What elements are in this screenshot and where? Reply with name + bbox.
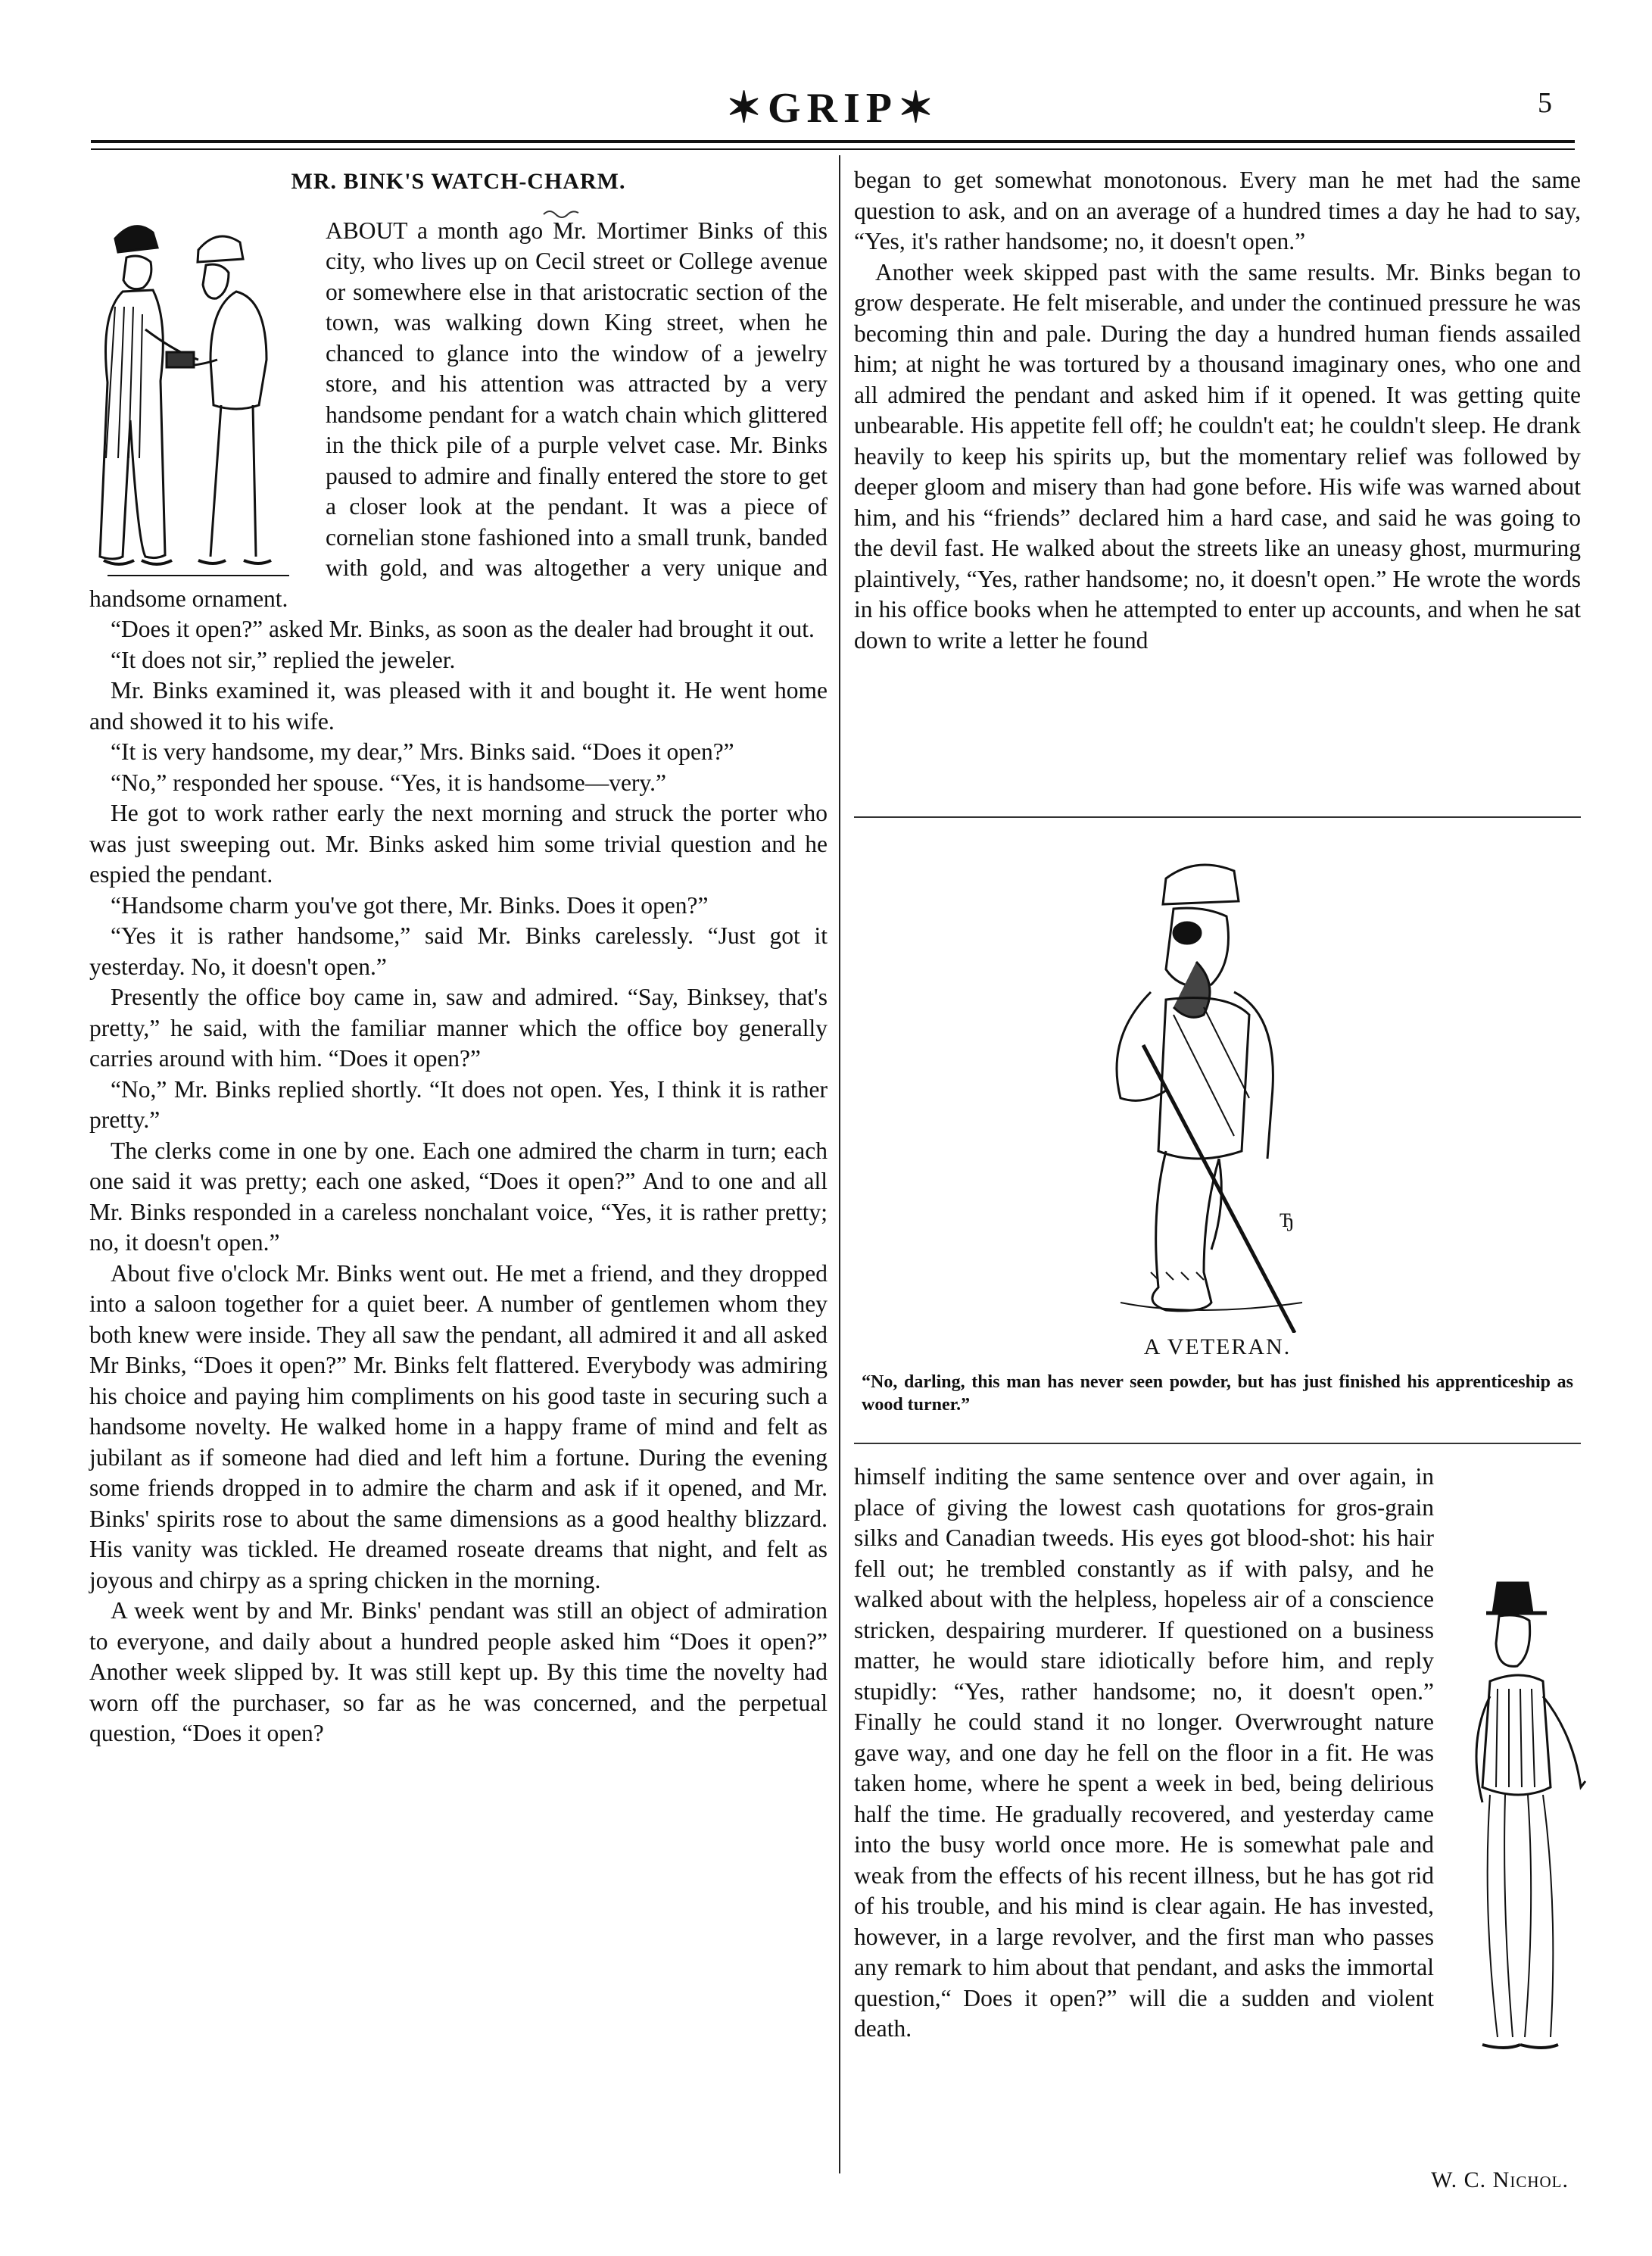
paragraph: “Handsome charm you've got there, Mr. Binks. Does it open?” <box>111 891 709 919</box>
page-header <box>91 70 1575 138</box>
header-rule-thin <box>91 148 1575 150</box>
masthead: ✶GRIP✶ <box>726 85 940 132</box>
paragraph: ABOUT a month ago Mr. Mortimer Binks of this city, who lives up on Cecil street or College avenue or somewhere else in that aristocratic section of the town, was walking down King street, when he chanced to glance into the window of a jewelry store, and his attention was attracted by a very handsome pendant for a watch chain which glittered in the thick pile of a purple velvet case. Mr. Binks paused to admire and finally entered the store to get a closer look at the pendant. It was a piece of cornelian stone fashioned into a small trunk, banded with gold, and was altogether a very unique and handsome ornament. <box>89 217 828 612</box>
page-number: 5 <box>1538 87 1552 119</box>
paragraph: himself inditing the same sentence over and over again, in place of giving the lowest cash quotations for gros-grain silks and Canadian tweeds. His eyes got blood-shot: his hair fell out; he trembled constantly as if with palsy, and he walked about with the helpless, hopeless air of a conscience stricken, despairing murderer. If questioned on a business matter, he would stare idiotically before him, and reply stupidly: “Yes, rather handsome; no, it doesn't open.” Finally he could stand it no longer. Overwrought nature gave way, and one day he fell on the floor in a fit. He was taken home, where he spent a week in bed, being delirious half the time. He gradually recovered, and yesterday came into the busy world once more. He is somewhat pale and weak from the effects of his recent illness, but he has got rid of his trouble, and his mind is clear again. He has invested, however, in a large revolver, and the first man who passes any remark to him about that pendant, and asks the immortal question,“ Does it open?” will die a sudden and violent death. <box>854 1463 1434 2042</box>
paragraph: “Does it open?” asked Mr. Binks, as soon as the dealer had brought it out. <box>111 616 815 642</box>
dandy-cartoon <box>1445 1568 1588 2067</box>
paragraph: Another week skipped past with the same results. Mr. Binks began to grow desperate. He felt miserable, and under the continued pressure he was becoming thin and pale. During the day a hundred human fiends assailed him; at night he was tortured by a thousand imaginary ones, who one and all admired the pendant and asked him if it opened. It was getting quite unbearable. His appetite fell off; he couldn't eat; he couldn't sleep. He drank heavily to keep his spirits up, but the momentary relief was followed by deeper gloom and misery than had gone before. His wife was warned about him, and his “friends” declared him a hard case, and said he was going to the devil fast. He walked about the streets like an uneasy ghost, murmuring plaintively, “Yes, rather handsome; no, it doesn't open.” He wrote the words in his office books when he attempted to enter up accounts, and when he sat down to write a letter he found <box>854 258 1581 654</box>
svg-text:Ђ: Ђ <box>1280 1209 1295 1231</box>
author-signature: W. C. Nichol. <box>1431 2167 1569 2192</box>
column-divider <box>839 155 840 2173</box>
header-rule <box>91 140 1575 143</box>
paragraph: About five o'clock Mr. Binks went out. He met a friend, and they dropped into a saloon together for a quiet beer. A number of gentlemen whom they both knew were inside. They all saw the pendant, all admired it and all asked Mr Binks, “Does it open?” Mr. Binks felt flattered. Everybody was admiring his choice and paying him compliments on his good taste in securing such a handsome novelty. He walked home in a happy frame of mind and felt as jubilant as if someone had died and left him a fortune. During the evening some friends dropped in to admire the charm and ask if it opened, and Mr. Binks' spirits rose to about the same dimensions as a good healthy blizzard. His vanity was tickled. He dreamed roseate dreams that night, and felt as joyous and chirpy as a spring chicken in the morning. <box>89 1259 828 1593</box>
paragraph: A week went by and Mr. Binks' pendant was still an object of admiration to everyone, and daily about a hundred people asked him “Does it open?” Another week slipped by. It was still kept up. By this time the novelty had worn off the purchaser, so far as he was concerned, and the perpetual question, “Does it open? <box>89 1597 828 1746</box>
paragraph: “It is very handsome, my dear,” Mrs. Binks said. “Does it open?” <box>111 738 734 765</box>
article-left-column <box>89 167 828 1749</box>
cartoon-title: A VETERAN. <box>1143 1334 1292 1359</box>
cartoon-top-rule <box>854 816 1581 818</box>
article-right-column-top <box>854 165 1581 656</box>
paragraph: The clerks come in one by one. Each one admired the charm in turn; each one said it was pretty; each one asked, “Does it open?” And to one and all Mr. Binks responded in a careless nonchalant voice, “Yes, it is rather pretty; no, it doesn't open.” <box>89 1137 828 1256</box>
paragraph: He got to work rather early the next morning and struck the porter who was just sweeping out. Mr. Binks asked him some trivial question and he espied the pendant. <box>89 800 828 888</box>
paragraph: Mr. Binks examined it, was pleased with it and bought it. He went home and showed it to his wife. <box>89 677 828 735</box>
dandy-illustration <box>1445 1568 1588 2067</box>
paragraph: “Yes it is rather handsome,” said Mr. Binks carelessly. “Just got it yesterday. No, it doesn't open.” <box>89 922 828 980</box>
veteran-cartoon <box>1052 848 1370 1333</box>
article-title: MR. BINK'S WATCH-CHARM. <box>291 169 626 194</box>
article-right-top-paragraphs <box>854 165 1581 656</box>
paragraph: “No,” Mr. Binks replied shortly. “It does not open. Yes, I think it is rather pretty.” <box>89 1075 828 1133</box>
paragraph: “No,” responded her spouse. “Yes, it is handsome—very.” <box>111 769 666 796</box>
cartoon-bottom-rule <box>854 1443 1581 1444</box>
veteran-illustration <box>1052 848 1370 1333</box>
paragraph: began to get somewhat monotonous. Every man he met had the same question to ask, and on an average of a hundred times a day he had to say, “Yes, it's rather handsome; no, it doesn't open.” <box>854 167 1581 254</box>
two-men-cartoon <box>85 216 312 581</box>
paragraph: “It does not sir,” replied the jeweler. <box>111 646 456 673</box>
cartoon-caption: “No, darling, this man has never seen powder, but has just finished his apprenticeship as wood turner.” <box>862 1372 1573 1415</box>
paragraph: Presently the office boy came in, saw and admired. “Say, Binksey, that's pretty,” he said, with the familiar manner which the office boy generally carries around with him. “Does it open?” <box>89 984 828 1072</box>
two-men-illustration <box>85 216 312 581</box>
article-right-column-bottom <box>854 1462 1581 2067</box>
